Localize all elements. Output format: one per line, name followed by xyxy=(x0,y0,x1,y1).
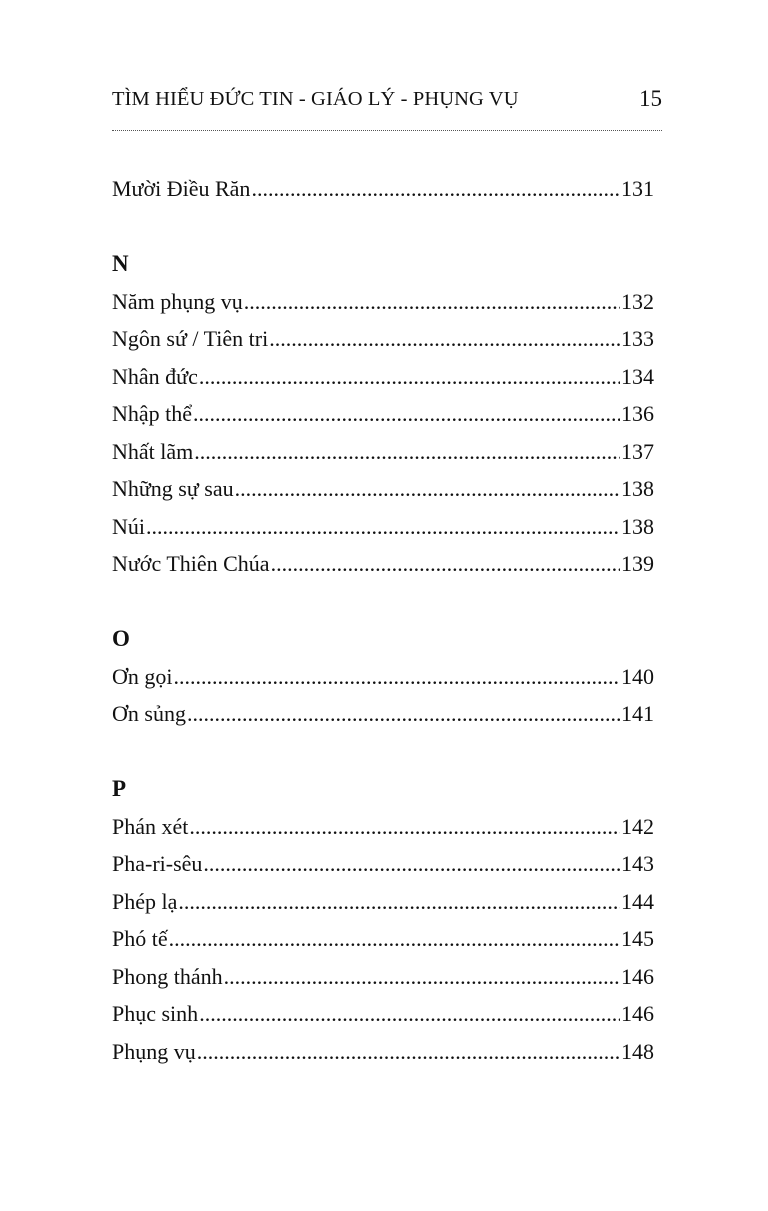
entry-term: Núi xyxy=(112,513,145,539)
entry-term: Pha-ri-sêu xyxy=(112,851,203,876)
index-entry xyxy=(112,658,654,696)
entry-page-number: 141 xyxy=(621,701,654,726)
index-entry xyxy=(112,170,654,208)
entry-term: Những sự sau xyxy=(112,476,234,501)
entry-page-number: 145 xyxy=(621,926,654,951)
section-spacer xyxy=(112,733,654,770)
entry-term: Nhân đức xyxy=(112,363,198,389)
running-title: TÌM HIỂU ĐỨC TIN - GIÁO LÝ - PHỤNG VỤ xyxy=(112,88,519,110)
entry-page-number: 144 xyxy=(621,888,654,914)
index-entry xyxy=(112,1033,654,1071)
index-section xyxy=(112,583,654,733)
section-letter-heading: O xyxy=(112,625,130,651)
index-entry xyxy=(112,883,654,921)
entry-term: Phục sinh xyxy=(112,1001,199,1026)
index-entry xyxy=(112,920,654,958)
index-entry xyxy=(112,545,654,583)
index-entry xyxy=(112,358,654,396)
entry-page-number: 146 xyxy=(621,1001,654,1026)
dot-leader xyxy=(146,508,620,546)
section-spacer xyxy=(112,208,654,245)
entry-page-number: 146 xyxy=(621,963,654,989)
index-entry xyxy=(112,808,654,846)
entry-term: Ngôn sứ / Tiên tri xyxy=(112,326,269,351)
entry-page-number: 140 xyxy=(621,663,654,689)
entry-page-number: 138 xyxy=(621,476,654,501)
index-entry xyxy=(112,695,654,733)
entry-term: Mười Điều Răn xyxy=(112,176,251,201)
index-entry xyxy=(112,508,654,546)
entry-term: Phán xét xyxy=(112,813,189,839)
index-entry xyxy=(112,283,654,321)
dot-leader xyxy=(197,1033,620,1071)
index-entry xyxy=(112,845,654,883)
entry-term: Ơn gọi xyxy=(112,663,173,689)
entry-term: Phong thánh xyxy=(112,963,223,989)
dot-leader xyxy=(235,470,620,508)
index-section xyxy=(112,208,654,583)
index-entry xyxy=(112,433,654,471)
dot-leader xyxy=(224,958,620,996)
index-entry xyxy=(112,958,654,996)
entry-term: Phó tế xyxy=(112,926,168,951)
index-section xyxy=(112,733,654,1071)
section-letter-heading: N xyxy=(112,250,129,276)
header-dotted-rule xyxy=(112,130,662,131)
index-entry xyxy=(112,395,654,433)
entry-page-number: 131 xyxy=(621,176,654,201)
dot-leader xyxy=(169,920,620,958)
dot-leader xyxy=(178,883,620,921)
dot-leader xyxy=(199,358,620,396)
entry-page-number: 136 xyxy=(621,401,654,426)
dot-leader xyxy=(199,995,620,1033)
dot-leader xyxy=(244,283,620,321)
dot-leader xyxy=(174,658,621,696)
dot-leader xyxy=(187,695,620,733)
dot-leader xyxy=(189,808,620,846)
dot-leader xyxy=(271,545,620,583)
entry-page-number: 143 xyxy=(621,851,654,876)
entry-term: Phép lạ xyxy=(112,888,178,914)
entry-page-number: 132 xyxy=(621,288,654,314)
dot-leader xyxy=(194,433,620,471)
dot-leader xyxy=(251,170,620,208)
index-entry xyxy=(112,995,654,1033)
dot-leader xyxy=(193,395,620,433)
entry-page-number: 134 xyxy=(621,363,654,389)
entry-term: Nhất lãm xyxy=(112,438,194,464)
entry-page-number: 137 xyxy=(621,438,654,464)
dot-leader xyxy=(269,320,620,358)
entry-page-number: 139 xyxy=(621,551,654,576)
entry-page-number: 138 xyxy=(621,513,654,539)
entry-term: Ơn sủng xyxy=(112,701,186,726)
entry-page-number: 148 xyxy=(621,1038,654,1064)
entry-term: Phụng vụ xyxy=(112,1038,196,1064)
page-number: 15 xyxy=(639,86,662,111)
index-section xyxy=(112,170,654,208)
section-letter-heading: P xyxy=(112,775,127,801)
index-list xyxy=(112,170,654,1070)
entry-page-number: 142 xyxy=(621,813,654,839)
entry-page-number: 133 xyxy=(621,326,654,351)
section-spacer xyxy=(112,583,654,620)
dot-leader xyxy=(203,845,620,883)
entry-term: Năm phụng vụ xyxy=(112,288,243,314)
index-entry xyxy=(112,470,654,508)
page-header xyxy=(112,86,662,116)
index-entry xyxy=(112,320,654,358)
entry-term: Nước Thiên Chúa xyxy=(112,551,270,576)
entry-term: Nhập thể xyxy=(112,401,193,426)
